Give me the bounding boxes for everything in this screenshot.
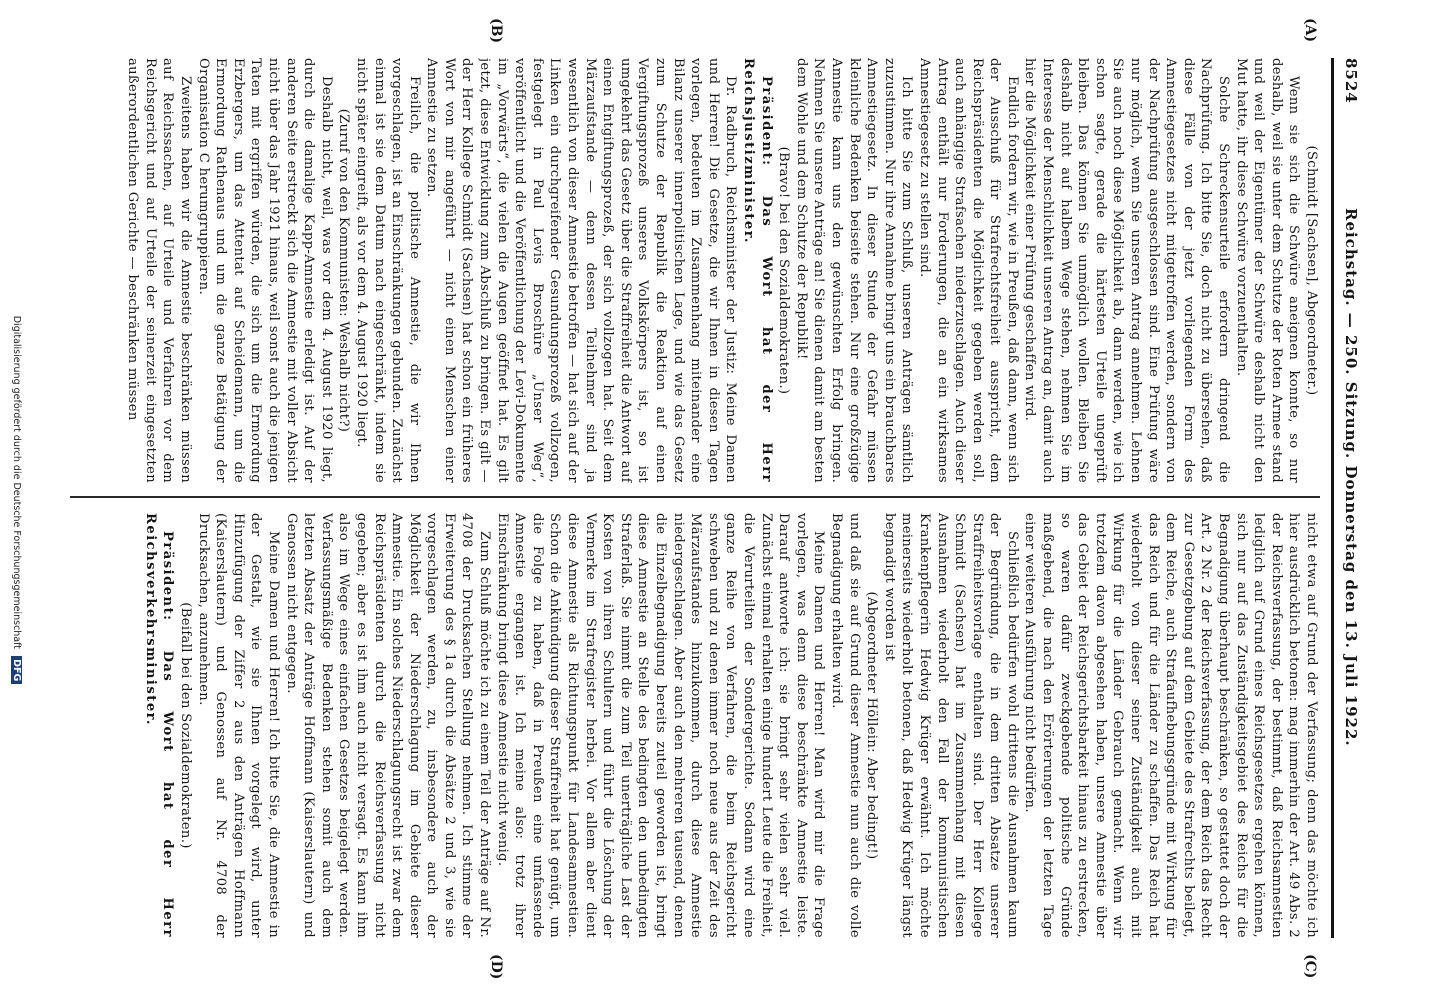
page-number: 8524	[1342, 58, 1360, 104]
page-header	[1338, 58, 1364, 938]
paragraph: Zweitens haben wir die Amnestie beschränken müssen auf Reichssachen, auf Urteile und Verfahren vor dem Reichsgericht und auf Urteile der seinerzeit eingesetzten außerordentlichen Gerichte — beschränken müssen	[125, 58, 193, 483]
margin-mark-b: (B)	[488, 18, 504, 44]
speaker-paragraph: Präsident: Das Wort hat der Herr Reichsverkehrsminister.	[142, 513, 176, 938]
paragraph: Meine Damen und Herren! Man wird mir die Frage vorlegen, was denn diese beschränkte Amnestie leiste. Darauf antworte ich: sie bringt sehr vielen sehr viel. Zunächst einmal erhalten einige hundert Leute die Freiheit, die Verurteilten der Sondergerichte. Sodann wird eine ganze Reihe von Verfahren, die beim Reichsgericht schweben und zu denen immer noch neue aus der Zeit des Märzaufstandes hinzukommen, durch diese Amnestie niedergeschlagen. Aber auch den mehreren tausend, denen die Einzelbegnadigung bereits zuteil geworden ist, bringt diese Amnestie an Stelle des bedingten den unbedingten Straferlaß. Sie nimmt die zum Teil unerträgliche Last der Kosten von ihren Schultern und führt die Löschung der Vermerke im Strafregister herbei. Vor allem aber dient diese Amnestie als Richtungspunkt für Landesamnestien. Schon die Ankündigung dieser Straffreiheit hat genügt, um die Folge zu haben, daß in Preußen eine umfassende Amnestie ergangen ist. Ich meine also: trotz ihrer Einschränkung bringt diese Amnestie nicht wenig.	[494, 513, 827, 938]
margin-mark-c: (C)	[1302, 954, 1318, 979]
interjection: (Beifall bei den Sozialdemokraten.)	[178, 602, 193, 849]
header-rule	[1331, 58, 1334, 938]
paragraph: Deshalb nicht, weil, was vor dem 4. August 1920 liegt, durch die damalige Kapp-Amnestie erledigt ist. Auf der anderen Seite erstreckt sich die Amnestie mit voller Absicht nicht über das Jahr 1921 hinaus, weil sonst auch die jenigen Taten mit ergriffen würden, die sich um die Ermordung Erzbergers, um das Attentat auf Scheidemann, um die Ermordung Rathenaus und um die ganze Betätigung der Organisation C herumgruppieren.	[195, 58, 334, 483]
interjection: (Abgeordneter Höllein: Aber bedingt!)	[864, 591, 880, 860]
interjection: (Zuruf von den Kommunisten: Weshalb nicht?)	[336, 108, 352, 433]
paragraph: Solche Schreckensurteile erfordern dringend die Nachprüfung. Ich bitte Sie, doch nicht zu übersehen, daß diese Fälle von der jetzt vorliegenden Form des Amnestiegesetzes nicht mitgetroffen werden, sondern von der Nachprüfung ausgeschlossen sind. Eine Prüfung wäre nur möglich, wenn Sie unseren Antrag annehmen. Lehnen Sie auch noch diese Möglichkeit ab, dann werden, wie ich schon sagte, gerade die härtesten Urteile ungeprüft bleiben. Das können Sie unmöglich wollen. Bleiben Sie deshalb nicht auf halbem Wege stehen, nehmen Sie im Interesse der Menschlichkeit unseren Antrag an, damit auch hier die Möglichkeit einer Prüfung geschaffen wird.	[1022, 58, 1232, 483]
paragraph: Zum Schluß möchte ich zu einem Teil der Anträge auf Nr. 4708 der Drucksachen Stellung nehmen. Ich stimme der Erweiterung des § 1a durch die Absätze 2 und 3, wie sie vorgeschlagen werden, zu, insbesondere auch der Möglichkeit der Niederschlagung im Gebiete dieser Amnestie. Ein solches Niederschlagungsrecht ist zwar dem Reichspräsidenten durch die Reichsverfassung nicht gegeben; aber es ist ihm auch nicht versagt. Es kann ihm also im Wege eines einfachen Gesetzes beigelegt werden. Verfassungsmäßige Bedenken stehen somit auch dem letzten Absatz der Anträge Hoffmann (Kaiserslautern) und Genossen nicht entgegen.	[283, 513, 493, 938]
right-column	[70, 513, 1320, 938]
document-page	[64, 18, 1364, 980]
paragraph: und daß sie auf Grund dieser Amnestie nun auch die volle Begnadigung erhalten wird.	[828, 513, 862, 938]
paragraph: Wenn sie sich die Schwüre aneignen konnte, so nur deshalb, weil sie unter dem Schutze der Roten Armee stand und weil der Eigentümer der Schwüre deshalb nicht den Mut hatte, ihr diese Schwüre vorzuenthalten.	[1233, 58, 1302, 483]
paragraph: Ich bitte Sie zum Schluß, unseren Anträgen sämtlich zuzustimmen. Nur ihre Annahme bringt uns ein brauchbares Amnestiegesetz. In dieser Stunde der Gefahr müssen kleinliche Bedenken beiseite stehen. Nur eine großzügige Amnestie kann uns den gewünschten Erfolg bringen. Nehmen Sie unsere Anträge an! Sie dienen damit am besten dem Wohle und dem Schutze der Republik!	[793, 58, 915, 483]
digitization-credit	[11, 8, 22, 992]
paragraph: Freilich, die politische Amnestie, die wir Ihnen vorgeschlagen, ist an Einschränkungen gebunden. Zunächst einmal ist sie dem Datum nach eingeschränkt, indem sie nicht später eingreift, als vor dem 4. August 1920 liegt.	[353, 58, 422, 483]
credit-text: Digitalisierung gefördert durch die Deutsche Forschungsgemeinschaft	[11, 315, 22, 650]
running-title: Reichstag. — 250. Sitzung. Donnerstag den 13. Juli 1922.	[1342, 208, 1360, 747]
speaker-attribution: (Schmidt [Sachsen], Abgeordneter.)	[1304, 145, 1319, 396]
paragraph: Schließlich bedürfen wohl drittens die Ausnahmen kaum der Begründung, die in dem dritten Absatze unserer Straffreiheitsvorlage enthalten sind. Der Herr Kollege Schmidt (Sachsen) hat im Zusammenhang mit diesen Ausnahmen wiederholt den Fall der kommunistischen Krankenpflegerin Hedwig Krüger erwähnt. Ich möchte meinerseits wiederholt betonen, daß Hedwig Krüger längst begnadigt worden ist	[881, 513, 1020, 938]
margin-mark-a: (A)	[1302, 18, 1318, 43]
left-column	[70, 58, 1320, 483]
speaker-paragraph: Präsident: Das Wort hat der Herr Reichsjustizminister.	[741, 58, 774, 483]
paragraph: Dr. Radbruch, Reichsminister der Justiz: Meine Damen und Herren! Die Gesetze, die wir Ihnen in diesen Tagen vorlegen, bedeuten im Zusammenhang miteinander eine Bilanz unserer innerpolitischen Lage, und wie das Gesetz zum Schutze der Republik die Reaktion auf einen Vergiftungsprozeß unseres Volkskörpers ist, so ist umgekehrt das Gesetz über die Straffreiheit die Antwort auf einen Entgiftungsprozeß, der sich vollzogen hat. Seit dem Märzaufstande — denn dessen Teilnehmer sind ja wesentlich von dieser Amnestie betroffen — hat sich auf der Linken ein durchgreifender Gesundungsprozeß vollzogen, festgelegt in Paul Levis Broschüre „Unser Weg“, veröffentlicht und die Veröffentlichung der Levi-Dokumente im „Vorwärts“, die vielen die Augen geöffnet hat. Es gilt jetzt, diese Entwicklung zum Abschluß zu bringen. Es gilt — der Herr Kollege Schmidt (Sachsen) hat schon ein früheres Wort von mir angeführt — nicht einen Menschen einer Amnestie zu setzen.	[424, 58, 739, 483]
column-divider	[70, 496, 1320, 498]
paragraph: Meine Damen und Herren! Ich bitte Sie, die Amnestie in der Gestalt, wie sie Ihnen vorgelegt wird, unter Hinzufügung der Ziffer 2 aus den Anträgen Hoffmann (Kaiserslautern) und Genossen auf Nr. 4708 der Drucksachen, anzunehmen.	[195, 513, 281, 938]
dfg-logo: DFG	[11, 656, 22, 684]
paragraph: nicht etwa auf Grund der Verfassung; denn das möchte ich hier ausdrücklich betonen: mag immerhin der Art. 49 Abs. 2 der Reichsverfassung, der bestimmt, daß Reichsamnestien lediglich auf Grund eines Reichsgesetzes ergehen können, sich nur auf das Zuständigkeitsgebiet des Reichs für die Begnadigung überhaupt beschränken, so gestattet doch der Art. 2 Nr. 2 der Reichsverfassung, der dem Reich das Recht zur Gesetzgebung auf dem Gebiete des Strafrechts beilegt, dem Reiche, auch Strafaufhebungsgründe mit Wirkung für das Reich und für die Länder zu schaffen. Das Reich hat wiederholt von dieser seiner Zuständigkeit auch mit Wirkung für die Länder Gebrauch gemacht. Wenn wir trotzdem davon abgesehen haben, unsere Amnestie über das Gebiet der Reichsgerichtsbarkeit hinaus zu erstrecken, so waren dafür zweckgebende politische Gründe maßgebend, die nach den Erörterungen der letzten Tage einer weiteren Ausführung nicht bedürfen.	[1022, 513, 1319, 938]
margin-mark-d: (D)	[488, 954, 504, 980]
interjection: (Bravo! bei den Sozialdemokraten.)	[776, 146, 792, 395]
paragraph: Endlich fordern wir, wie in Preußen, daß dann, wenn sich der Ausschuß für Strafrechtsfreiheit ausspricht, dem Reichspräsidenten die Möglichkeit gegeben werden soll, auch anhängige Strafsachen niederzuschlagen. Auch dieser Antrag enthält nur Forderungen, die an ein wirksames Amnestiegesetz zu stellen sind.	[916, 58, 1020, 483]
